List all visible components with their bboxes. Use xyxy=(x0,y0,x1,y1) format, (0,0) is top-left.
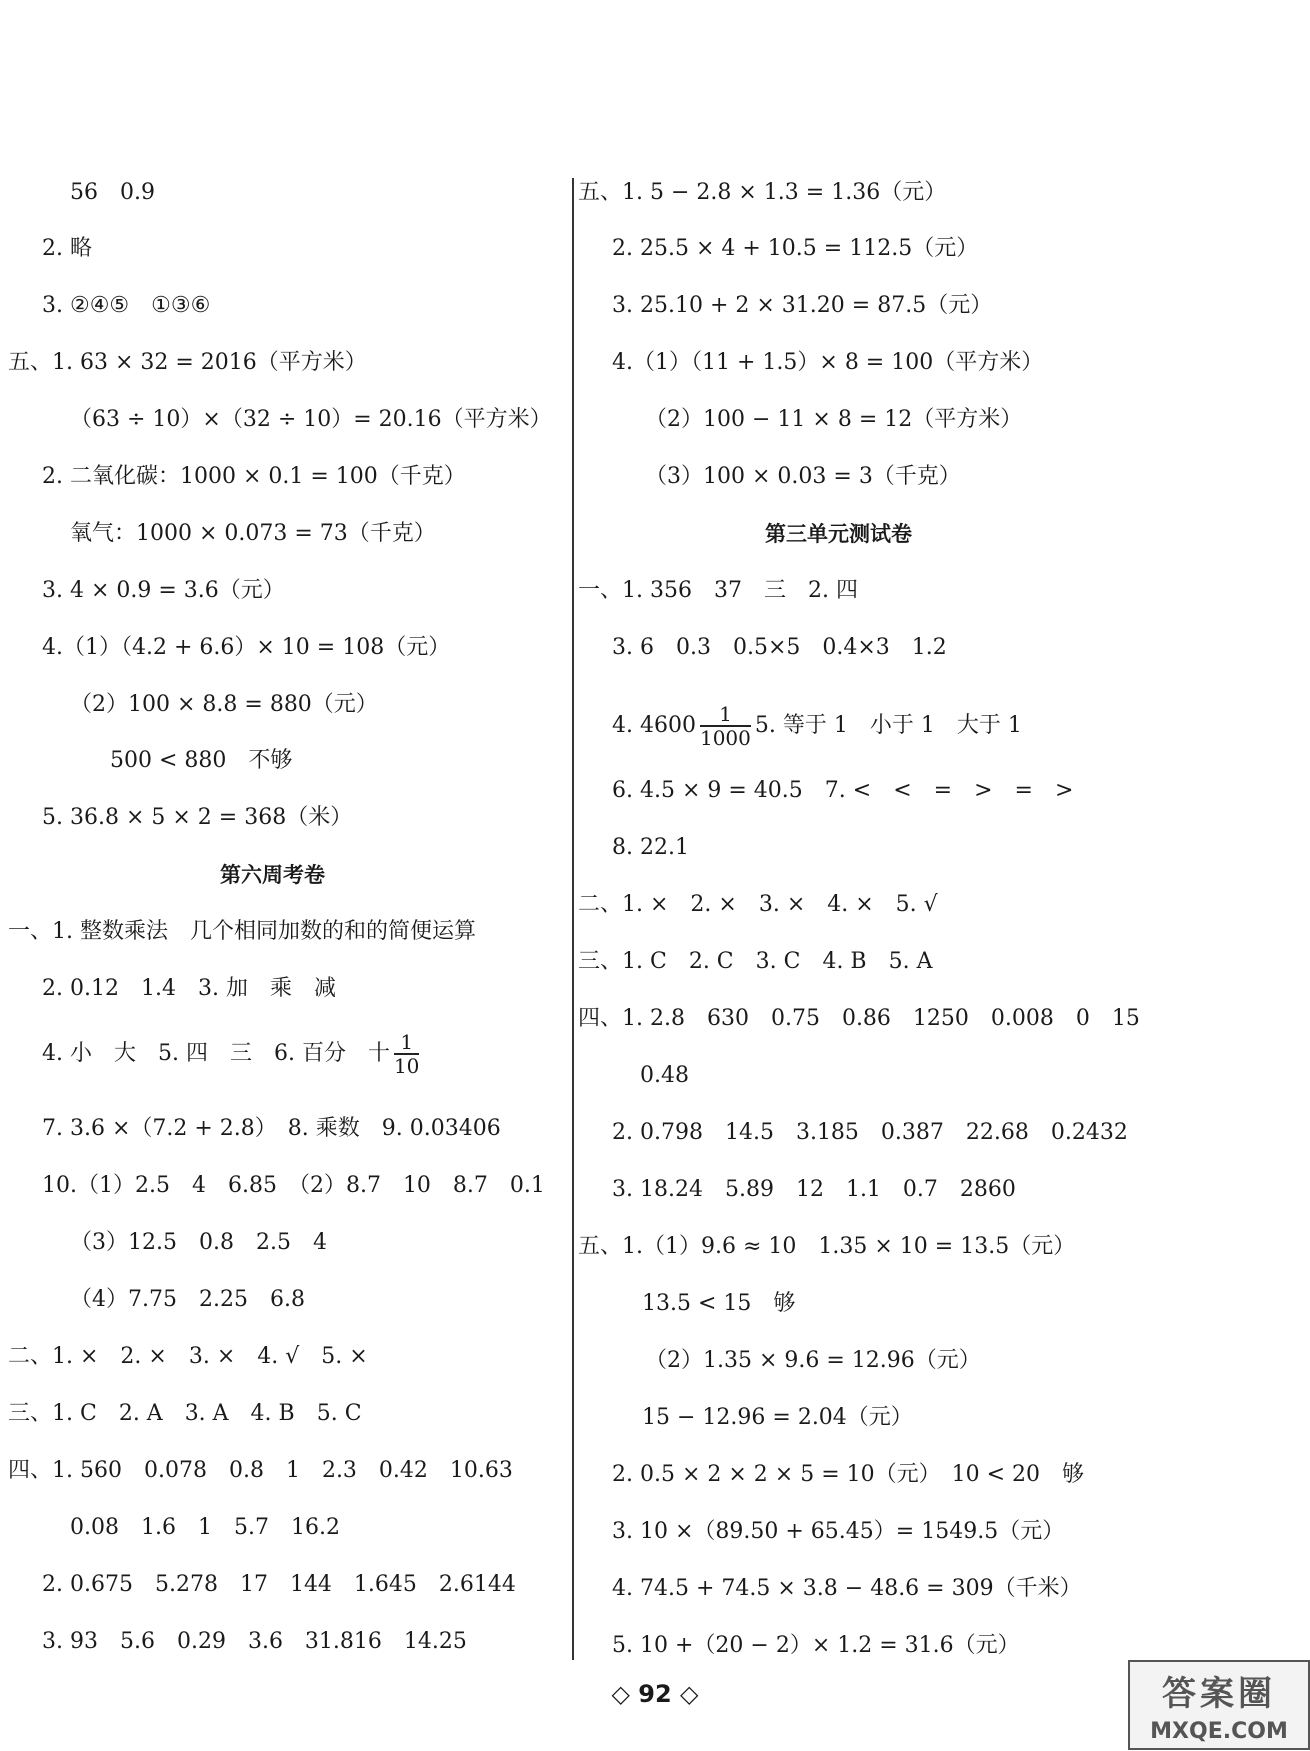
answer-line: 6. 4.5 × 9 = 40.5 7. < < = > = > xyxy=(612,778,1074,803)
answer-line: 2. 0.12 1.4 3. 加 乘 减 xyxy=(42,976,336,1001)
answer-line: 13.5 < 15 够 xyxy=(642,1291,796,1316)
answer-line: 2. 略 xyxy=(42,236,92,261)
answer-line: （2）100 − 11 × 8 = 12（平方米） xyxy=(645,407,1023,432)
answer-line: 4. 74.5 + 74.5 × 3.8 − 48.6 = 309（千米） xyxy=(612,1576,1082,1601)
answer-line: 3. 10 ×（89.50 + 65.45）= 1549.5（元） xyxy=(612,1519,1065,1544)
watermark-logo xyxy=(1128,1660,1310,1750)
answer-line: （2）100 × 8.8 = 880（元） xyxy=(70,692,378,717)
fraction-denominator: 1000 xyxy=(699,726,751,750)
answer-line: 四、1. 2.8 630 0.75 0.86 1250 0.008 0 15 xyxy=(578,1006,1140,1031)
answer-line: 4.（1）（11 + 1.5）× 8 = 100（平方米） xyxy=(612,350,1044,375)
answer-line: 3. ②④⑤ ①③⑥ xyxy=(42,293,211,318)
answer-text: 5. 等于 1 小于 1 大于 1 xyxy=(754,713,1022,738)
answer-line: 4.（1）（4.2 + 6.6）× 10 = 108（元） xyxy=(42,635,451,660)
answer-line: 3. 93 5.6 0.29 3.6 31.816 14.25 xyxy=(42,1629,467,1654)
answer-line: 3. 6 0.3 0.5×5 0.4×3 1.2 xyxy=(612,635,947,660)
fraction xyxy=(394,1031,419,1077)
answer-line: 2. 0.675 5.278 17 144 1.645 2.6144 xyxy=(42,1572,516,1597)
answer-line: 一、1. 整数乘法 几个相同加数的和的简便运算 xyxy=(8,919,476,944)
answer-line: 2. 0.798 14.5 3.185 0.387 22.68 0.2432 xyxy=(612,1120,1128,1145)
answer-text: 4. 4600 xyxy=(612,713,696,738)
section-heading: 第六周考卷 xyxy=(220,863,325,887)
answer-line: 一、1. 356 37 三 2. 四 xyxy=(578,578,858,603)
answer-line: 二、1. × 2. × 3. × 4. × 5. √ xyxy=(578,892,938,917)
column-divider xyxy=(572,178,574,1660)
answer-line: 五、1. 63 × 32 = 2016（平方米） xyxy=(8,350,367,375)
answer-line: 5. 10 +（20 − 2）× 1.2 = 31.6（元） xyxy=(612,1633,1020,1658)
fraction xyxy=(700,703,751,749)
answer-line: 56 0.9 xyxy=(70,180,155,205)
answer-line: 2. 二氧化碳：1000 × 0.1 = 100（千克） xyxy=(42,464,466,489)
answer-line: 2. 25.5 × 4 + 10.5 = 112.5（元） xyxy=(612,236,979,261)
answer-line: 五、1. 5 − 2.8 × 1.3 = 1.36（元） xyxy=(578,180,947,205)
answer-line: 3. 25.10 + 2 × 31.20 = 87.5（元） xyxy=(612,293,993,318)
answer-line: 二、1. × 2. × 3. × 4. √ 5. × xyxy=(8,1344,368,1369)
answer-line: （63 ÷ 10）×（32 ÷ 10）= 20.16（平方米） xyxy=(70,407,552,432)
answer-line: 5. 36.8 × 5 × 2 = 368（米） xyxy=(42,805,353,830)
answer-line xyxy=(612,703,1022,749)
answer-line: （3）100 × 0.03 = 3（千克） xyxy=(645,464,961,489)
answer-line: （3）12.5 0.8 2.5 4 xyxy=(70,1230,327,1255)
answer-line: 三、1. C 2. A 3. A 4. B 5. C xyxy=(8,1401,362,1426)
fraction-numerator: 1 xyxy=(700,703,751,727)
answer-line: 五、1.（1）9.6 ≈ 10 1.35 × 10 = 13.5（元） xyxy=(578,1234,1076,1259)
answer-line xyxy=(42,1031,423,1077)
answer-line: 四、1. 560 0.078 0.8 1 2.3 0.42 10.63 xyxy=(8,1458,513,1483)
answer-line: （2）1.35 × 9.6 = 12.96（元） xyxy=(645,1348,981,1373)
fraction-denominator: 10 xyxy=(393,1054,420,1078)
page-number: ◇ 92 ◇ xyxy=(611,1680,699,1708)
watermark-url: MXQE.COM xyxy=(1150,1719,1288,1744)
answer-line: 2. 0.5 × 2 × 2 × 5 = 10（元） 10 < 20 够 xyxy=(612,1462,1085,1487)
answer-line: 500 < 880 不够 xyxy=(110,748,293,773)
answer-line: 三、1. C 2. C 3. C 4. B 5. A xyxy=(578,949,933,974)
answer-line: （4）7.75 2.25 6.8 xyxy=(70,1287,305,1312)
answer-line: 8. 22.1 xyxy=(612,835,689,860)
answer-line: 15 − 12.96 = 2.04（元） xyxy=(642,1405,913,1430)
answer-line: 0.08 1.6 1 5.7 16.2 xyxy=(70,1515,340,1540)
answer-line: 0.48 xyxy=(640,1063,689,1088)
section-heading: 第三单元测试卷 xyxy=(765,522,912,546)
answer-line: 7. 3.6 ×（7.2 + 2.8） 8. 乘数 9. 0.03406 xyxy=(42,1116,501,1141)
answer-line: 3. 4 × 0.9 = 3.6（元） xyxy=(42,578,285,603)
fraction-numerator: 1 xyxy=(394,1031,419,1055)
answer-text: 4. 小 大 5. 四 三 6. 百分 十 xyxy=(42,1041,390,1066)
watermark-text: 答案圈 xyxy=(1162,1674,1276,1714)
answer-line: 氧气：1000 × 0.073 = 73（千克） xyxy=(70,521,436,546)
answer-line: 10.（1）2.5 4 6.85 （2）8.7 10 8.7 0.1 xyxy=(42,1173,545,1198)
answer-line: 3. 18.24 5.89 12 1.1 0.7 2860 xyxy=(612,1177,1016,1202)
